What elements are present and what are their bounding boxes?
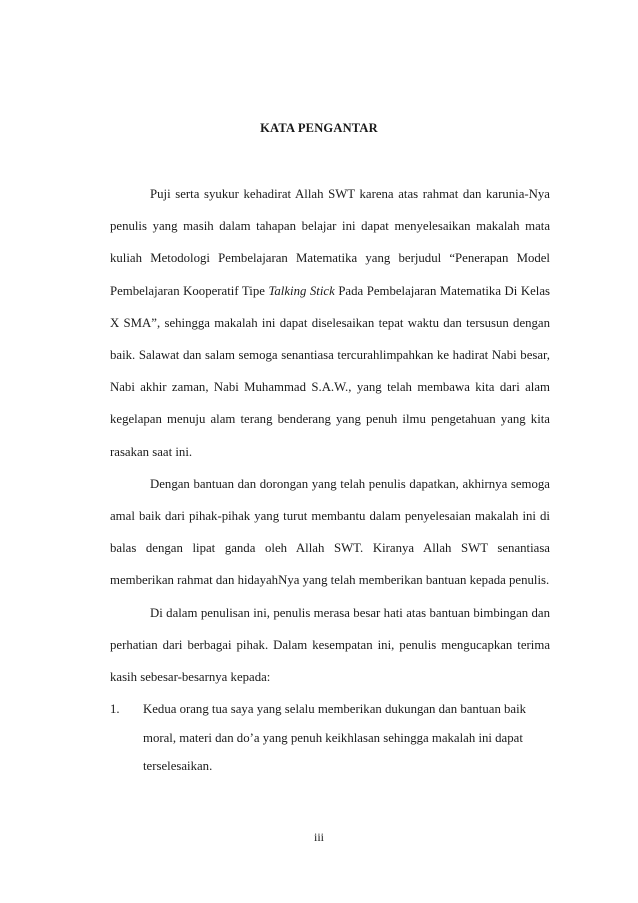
list-item-number: 1. xyxy=(110,702,120,717)
paragraph-1-text-b: Pada Pembelajaran Matematika Di Kelas X SMA”, sehingga makalah ini dapat diselesaikan tepat waktu dan tersusun dengan baik. Salawat dan salam semoga senantiasa tercurahlimpahkan ke hadirat Nabi besar, Nabi akhir zaman, Nabi Muhammad S.A.W., yang telah membawa kita dari alam kegelapan menuju alam terang benderang yang penuh ilmu pengetahuan yang kita rasakan saat ini. xyxy=(110,283,551,459)
page-title: KATA PENGANTAR xyxy=(260,121,378,135)
body-text xyxy=(110,178,550,781)
page-number: iii xyxy=(313,830,324,844)
paragraph-1-text-a: Puji serta syukur kehadirat Allah SWT karena atas rahmat dan karunia-Nya penulis yang masih dalam tahapan belajar ini dapat menyelesaikan makalah mata kuliah Metodologi Pembelajaran Matematika yang berjudul “Penerapan Model Pembelajaran Kooperatif Tipe xyxy=(110,187,550,298)
paragraph-1-italic-term: Talking Stick xyxy=(268,283,335,298)
acknowledgement-list xyxy=(110,693,550,781)
paragraph-3: Di dalam penulisan ini, penulis merasa besar hati atas bantuan bimbingan dan perhatian dari berbagai pihak. Dalam kesempatan ini, penulis mengucapkan terima kasih sebesar-besarnya kepada: xyxy=(110,605,550,685)
paragraph-2: Dengan bantuan dan dorongan yang telah penulis dapatkan, akhirnya semoga amal baik dari pihak-pihak yang turut membantu dalam penyelesaian makalah ini di balas dengan lipat ganda oleh Allah SWT. Kiranya Allah SWT senantiasa memberikan rahmat dan hidayahNya yang telah memberikan bantuan kepada penulis. xyxy=(110,476,550,588)
list-item xyxy=(110,693,550,781)
paragraph-1 xyxy=(110,178,550,468)
list-item-text: Kedua orang tua saya yang selalu memberikan dukungan dan bantuan baik moral, materi dan do’a yang penuh keikhlasan sehingga makalah ini dapat terselesaikan. xyxy=(143,702,527,774)
